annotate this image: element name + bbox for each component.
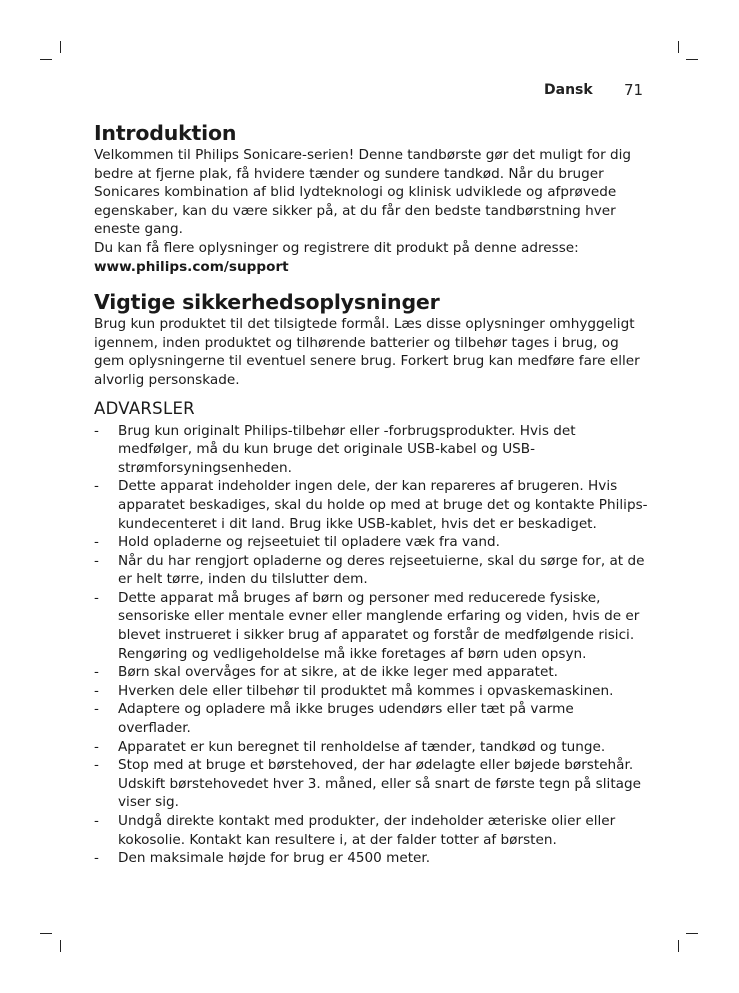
warning-text: Dette apparat må bruges af børn og personer med reducerede fysiske, sensoriske eller mentale evner eller manglende erfaring og viden, hvis de er blevet instrueret i sikker brug af apparatet og forstår de medfølgende risici. Rengøring og vedligeholdelse må ikke foretages af børn uden opsyn.	[118, 589, 640, 662]
bullet-dash: -	[94, 589, 99, 606]
crop-mark-bottom-right-v	[678, 940, 679, 952]
warning-item	[94, 812, 650, 849]
warning-text: Brug kun originalt Philips-tilbehør eller -forbrugsprodukter. Hvis det medfølger, må du kun bruge det originale USB-kabel og USB-strømforsyningsenheden.	[118, 422, 576, 476]
page-content	[94, 120, 650, 868]
warnings-list	[94, 422, 650, 868]
warning-item	[94, 700, 650, 737]
page-number: 71	[624, 81, 644, 99]
warning-text: Adaptere og opladere må ikke bruges udendørs eller tæt på varme overflader.	[118, 701, 574, 737]
crop-mark-top-right-h	[686, 59, 698, 60]
bullet-dash: -	[94, 850, 99, 867]
running-header	[0, 82, 739, 102]
safety-paragraph: Brug kun produktet til det tilsigtede formål. Læs disse oplysninger omhyggeligt igennem, inden produktet og tilhørende batterier og tilbehør tages i brug, og gem oplysningerne til eventuel senere brug. Forkert brug kan medføre fare eller alvorlig personskade.	[94, 316, 640, 388]
support-url-link[interactable]: www.philips.com/support	[94, 258, 289, 275]
crop-mark-top-left-h	[40, 59, 52, 60]
warning-item	[94, 477, 650, 533]
warning-text: Hold opladerne og rejseetuiet til opladere væk fra vand.	[118, 534, 500, 551]
bullet-dash: -	[94, 813, 99, 829]
warning-item	[94, 663, 650, 682]
warning-text: Stop med at bruge et børstehoved, der har ødelagte eller bøjede børstehår. Udskift børstehovedet hver 3. måned, eller så snart de første tegn på slitage viser sig.	[118, 757, 641, 811]
warnings-heading: ADVARSLER	[94, 398, 195, 418]
warning-text: Den maksimale højde for brug er 4500 meter.	[118, 850, 431, 867]
bullet-dash: -	[94, 738, 99, 755]
warning-text: Undgå direkte kontakt med produkter, der indeholder æteriske olier eller kokosolie. Kontakt kan resultere i, at der falder totter af børsten.	[118, 813, 616, 848]
crop-mark-top-right-v	[678, 41, 679, 53]
warning-item	[94, 533, 650, 552]
warning-item	[94, 589, 650, 663]
intro-register-text: Du kan få flere oplysninger og registrere dit produkt på denne adresse:	[94, 239, 579, 256]
bullet-dash: -	[94, 701, 99, 718]
bullet-dash: -	[94, 552, 99, 569]
intro-paragraph: Velkommen til Philips Sonicare-serien! Denne tandbørste gør det muligt for dig bedre at fjerne plak, få hvidere tænder og sundere tandkød. Når du bruger Sonicares kombination af blid lydteknologi og klinisk udviklede og afprøvede egenskaber, kan du være sikker på, at du får den bedste tandbørstning hver eneste gang.	[94, 147, 632, 238]
safety-heading: Vigtige sikkerhedsoplysninger	[94, 290, 440, 315]
crop-mark-bottom-right-h	[686, 933, 698, 934]
warning-item	[94, 849, 650, 868]
intro-heading: Introduktion	[94, 121, 237, 145]
crop-mark-bottom-left-v	[60, 940, 61, 952]
warning-item	[94, 682, 650, 701]
bullet-dash: -	[94, 664, 99, 681]
warning-text: Når du har rengjort opladerne og deres rejseetuierne, skal du sørge for, at de er helt tørre, inden du tilslutter dem.	[118, 552, 645, 588]
bullet-dash: -	[94, 422, 99, 439]
warning-item	[94, 738, 650, 757]
bullet-dash: -	[94, 757, 99, 774]
warning-item	[94, 552, 650, 589]
bullet-dash: -	[94, 478, 99, 495]
warning-text: Dette apparat indeholder ingen dele, der kan repareres af brugeren. Hvis apparatet beskadiges, skal du holde op med at bruge det og kontakte Philips-kundecenteret i dit land. Brug ikke USB-kablet, hvis det er beskadiget.	[118, 478, 648, 532]
crop-mark-bottom-left-h	[40, 933, 52, 934]
warning-text: Apparatet er kun beregnet til renholdelse af tænder, tandkød og tunge.	[118, 738, 606, 755]
warning-item	[94, 422, 650, 478]
crop-mark-top-left-v	[60, 41, 61, 53]
warning-text: Hverken dele eller tilbehør til produktet må kommes i opvaskemaskinen.	[118, 682, 614, 699]
language-label: Dansk	[544, 82, 593, 98]
warning-item	[94, 756, 650, 812]
bullet-dash: -	[94, 534, 99, 551]
bullet-dash: -	[94, 682, 99, 699]
warning-text: Børn skal overvåges for at sikre, at de ikke leger med apparatet.	[118, 664, 558, 681]
